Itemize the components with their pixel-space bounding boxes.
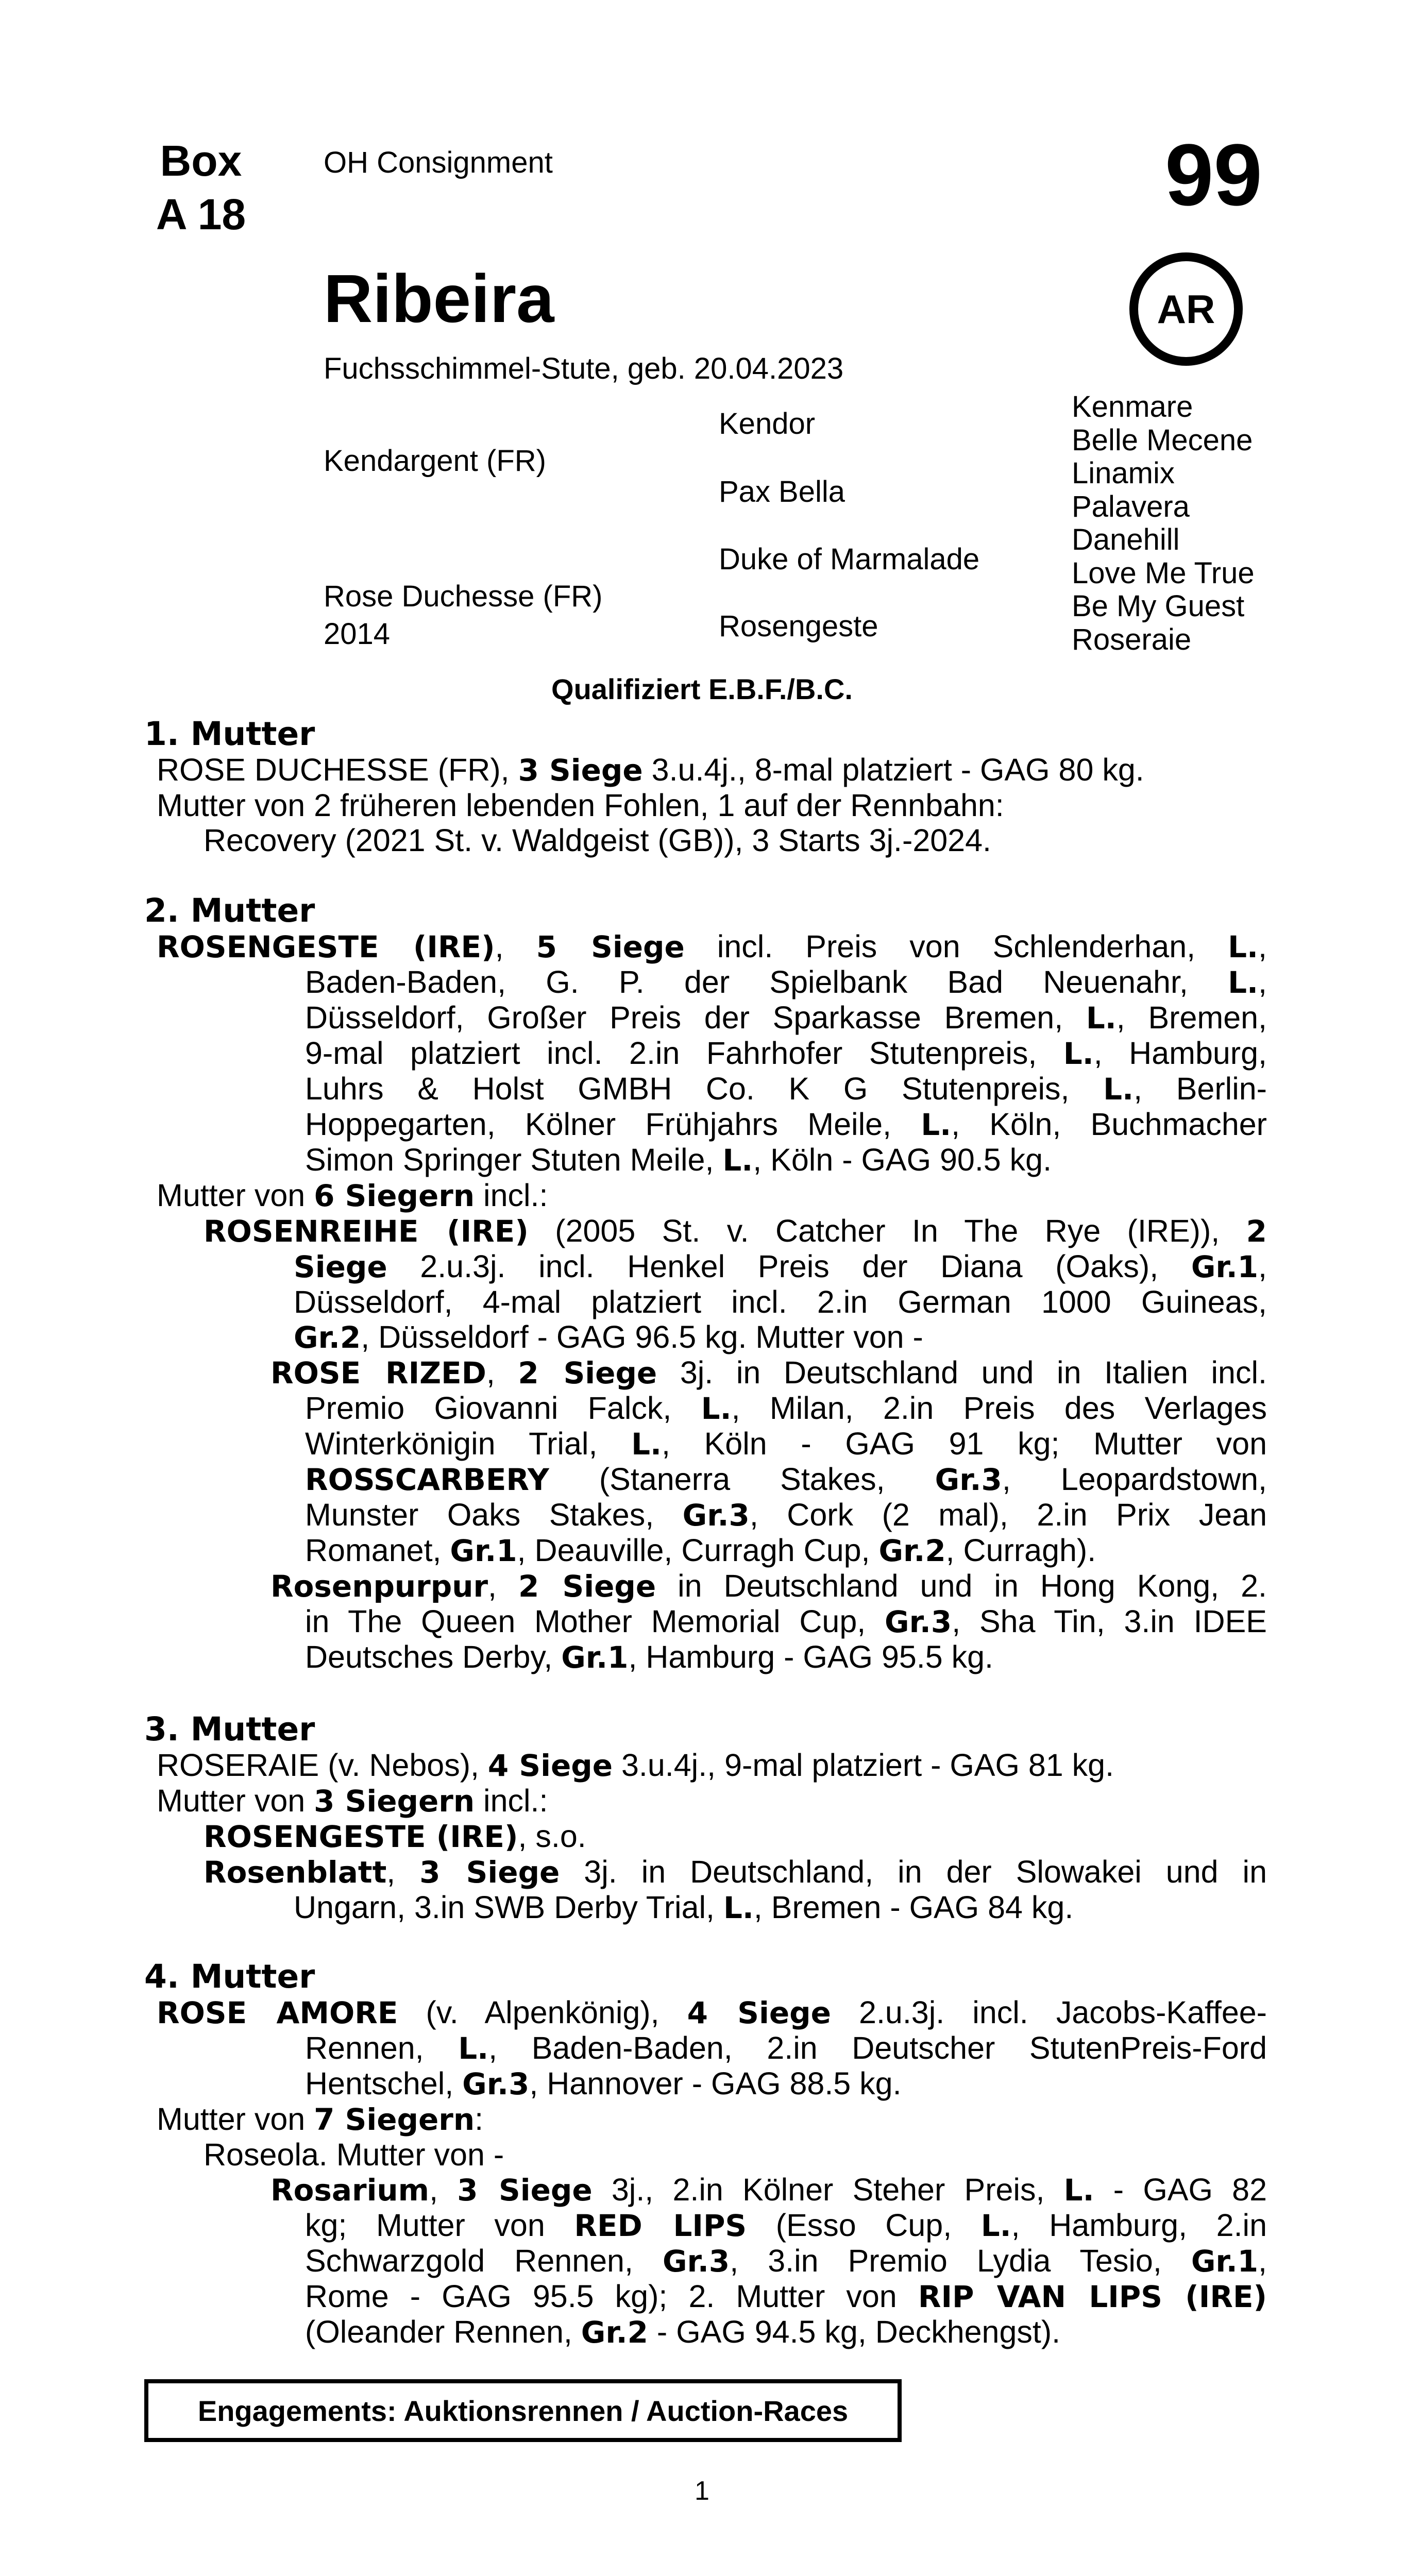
bold-text: Gr.3 xyxy=(885,1604,952,1639)
bold-text: 4 Siege xyxy=(487,1748,613,1783)
pedigree-great-grandparent: Linamix xyxy=(1072,456,1175,490)
horse-description: Fuchsschimmel-Stute, geb. 20.04.2023 xyxy=(324,352,844,385)
dam-section-2 xyxy=(144,893,1267,1675)
dam-line: Gr.2, Düsseldorf - GAG 96.5 kg. Mutter von - xyxy=(294,1319,923,1355)
dam-line: Mutter von 7 Siegern: xyxy=(157,2102,484,2137)
pedigree-dam: Rose Duchesse (FR) xyxy=(324,580,603,613)
dam-line: Mutter von 6 Siegern incl.: xyxy=(157,1178,548,1213)
horse-name: Ribeira xyxy=(324,261,554,336)
bold-text: L. xyxy=(1086,1001,1117,1036)
bold-text: 3 Siegern xyxy=(314,1784,475,1819)
pedigree-sire: Kendargent (FR) xyxy=(324,444,546,478)
dam-line: Roseola. Mutter von - xyxy=(204,2137,504,2172)
bold-text: Rosarium xyxy=(270,2173,430,2208)
bold-text: L. xyxy=(1103,1072,1134,1107)
dam-line: Winterkönigin Trial, L., Köln - GAG 91 kg; Mutter von xyxy=(305,1426,1267,1462)
pedigree-grandparent: Rosengeste xyxy=(719,609,878,643)
pedigree-great-grandparents xyxy=(1072,391,1255,656)
dam-line: Siege 2.u.3j. incl. Henkel Preis der Diana (Oaks), Gr.1, xyxy=(294,1249,1267,1284)
bold-text: Gr.1 xyxy=(1191,1249,1259,1284)
bold-text: 3 Siege xyxy=(457,2173,593,2208)
dam-line: Rosarium, 3 Siege 3j., 2.in Kölner Steher Preis, L. - GAG 82 xyxy=(270,2172,1267,2208)
dam-line: Hoppegarten, Kölner Frühjahrs Meile, L., Köln, Buchmacher xyxy=(305,1107,1267,1142)
bold-text: ROSENREIHE (IRE) xyxy=(204,1214,529,1249)
bold-text: 6 Siegern xyxy=(314,1178,475,1213)
bold-text: 2 xyxy=(1246,1214,1267,1249)
dam-section-4 xyxy=(144,1959,1267,2350)
dam-line: 9-mal platziert incl. 2.in Fahrhofer Stutenpreis, L., Hamburg, xyxy=(305,1036,1267,1071)
dam-line: ROSE DUCHESSE (FR), 3 Siege 3.u.4j., 8-mal platziert - GAG 80 kg. xyxy=(157,752,1144,788)
pedigree-great-grandparent: Kenmare xyxy=(1072,390,1193,423)
bold-text: L. xyxy=(701,1391,732,1426)
pedigree-great-grandparent: Palavera xyxy=(1072,489,1190,523)
bold-text: ROSE AMORE xyxy=(157,1995,398,2030)
bold-text: Gr.2 xyxy=(581,2315,648,2350)
bold-text: ROSE RIZED xyxy=(270,1355,486,1391)
dam-line: ROSE AMORE (v. Alpenkönig), 4 Siege 2.u.3j. incl. Jacobs-Kaffee- xyxy=(157,1995,1267,2030)
pedigree-great-grandparent: Love Me True xyxy=(1072,556,1255,590)
dam-line: Deutsches Derby, Gr.1, Hamburg - GAG 95.5 kg. xyxy=(305,1639,993,1675)
section-title: 3. Mutter xyxy=(144,1710,315,1748)
bold-text: L. xyxy=(1063,2173,1094,2208)
dam-line: Düsseldorf, 4-mal platziert incl. 2.in German 1000 Guineas, xyxy=(294,1284,1267,1319)
bold-text: Gr.1 xyxy=(450,1533,517,1568)
pedigree-great-grandparent: Be My Guest xyxy=(1072,589,1245,623)
bold-text: Rosenpurpur xyxy=(270,1569,488,1604)
bold-text: 2 Siege xyxy=(518,1569,656,1604)
bold-text: Gr.3 xyxy=(662,2244,730,2279)
dam-line: Simon Springer Stuten Meile, L., Köln - GAG 90.5 kg. xyxy=(305,1142,1052,1178)
pedigree-great-grandparent: Danehill xyxy=(1072,523,1180,556)
dam-line: Rosenpurpur, 2 Siege in Deutschland und in Hong Kong, 2. xyxy=(270,1568,1267,1604)
bold-text: RED LIPS xyxy=(574,2208,747,2243)
bold-text: Gr.3 xyxy=(935,1462,1002,1497)
bold-text: L. xyxy=(723,1890,754,1925)
bold-text: L. xyxy=(1228,929,1259,964)
dam-line: Rome - GAG 95.5 kg); 2. Mutter von RIP VAN LIPS (IRE) xyxy=(305,2279,1267,2314)
dam-line: Mutter von 2 früheren lebenden Fohlen, 1 auf der Rennbahn: xyxy=(157,788,1004,823)
box-label xyxy=(144,134,258,241)
bold-text: 4 Siege xyxy=(687,1995,831,2030)
section-title: 4. Mutter xyxy=(144,1958,315,1995)
dam-line: Mutter von 3 Siegern incl.: xyxy=(157,1783,548,1819)
pedigree-great-grandparent: Belle Mecene xyxy=(1072,423,1253,457)
bold-text: 5 Siege xyxy=(536,929,685,964)
bold-text: RIP VAN LIPS (IRE) xyxy=(918,2279,1267,2314)
bold-text: Gr.1 xyxy=(561,1640,629,1675)
lot-number: 99 xyxy=(1164,126,1262,224)
dam-line: Munster Oaks Stakes, Gr.3, Cork (2 mal), 2.in Prix Jean xyxy=(305,1497,1267,1533)
bold-text: Siege xyxy=(294,1249,387,1284)
bold-text: Gr.3 xyxy=(682,1498,750,1533)
engagements-text: Engagements: Auktionsrennen / Auction-Races xyxy=(197,2394,849,2427)
section-title: 2. Mutter xyxy=(144,892,315,929)
bold-text: 3 Siege xyxy=(518,753,643,788)
section-title: 1. Mutter xyxy=(144,715,315,753)
dam-line: ROSERAIE (v. Nebos), 4 Siege 3.u.4j., 9-mal platziert - GAG 81 kg. xyxy=(157,1748,1114,1783)
dam-section-1 xyxy=(144,716,1267,858)
box-label-line1: Box xyxy=(160,137,242,185)
pedigree-grandparent: Kendor xyxy=(719,407,816,440)
ar-badge xyxy=(1129,252,1243,366)
pedigree-dam-year: 2014 xyxy=(324,617,391,651)
bold-text: Rosenblatt xyxy=(204,1855,387,1890)
dam-line: ROSE RIZED, 2 Siege 3j. in Deutschland und in Italien incl. xyxy=(270,1355,1267,1391)
dam-line: Ungarn, 3.in SWB Derby Trial, L., Bremen - GAG 84 kg. xyxy=(294,1890,1074,1925)
dam-line: (Oleander Rennen, Gr.2 - GAG 94.5 kg, Deckhengst). xyxy=(305,2314,1061,2350)
bold-text: 7 Siegern xyxy=(314,2102,475,2137)
bold-text: L. xyxy=(1228,965,1259,1000)
ar-badge-text: AR xyxy=(1157,286,1215,332)
dam-line: Rosenblatt, 3 Siege 3j. in Deutschland, in der Slowakei und in xyxy=(204,1854,1267,1890)
qualification: Qualifiziert E.B.F./B.C. xyxy=(551,673,853,705)
bold-text: Gr.3 xyxy=(462,2066,530,2102)
bold-text: 3 Siege xyxy=(419,1855,560,1890)
bold-text: L. xyxy=(722,1143,753,1178)
bold-text: ROSSCARBERY xyxy=(305,1462,549,1497)
bold-text: L. xyxy=(1063,1036,1094,1071)
pedigree-great-grandparent: Roseraie xyxy=(1072,622,1192,656)
dam-line: ROSENREIHE (IRE) (2005 St. v. Catcher In The Rye (IRE)), 2 xyxy=(204,1213,1267,1249)
bold-text: ROSENGESTE (IRE) xyxy=(157,929,495,964)
bold-text: 2 Siege xyxy=(518,1355,657,1391)
box-label-line2: A 18 xyxy=(156,190,246,239)
bold-text: ROSENGESTE (IRE) xyxy=(204,1819,518,1854)
bold-text: Gr.1 xyxy=(1191,2244,1259,2279)
pedigree-grandparent: Duke of Marmalade xyxy=(719,543,980,576)
bold-text: L. xyxy=(980,2208,1011,2243)
bold-text: L. xyxy=(458,2031,489,2066)
dam-line: Romanet, Gr.1, Deauville, Curragh Cup, Gr.2, Curragh). xyxy=(305,1533,1096,1568)
dam-line: Luhrs & Holst GMBH Co. K G Stutenpreis, L., Berlin- xyxy=(305,1071,1267,1107)
bold-text: Gr.2 xyxy=(878,1533,946,1568)
dam-line: Recovery (2021 St. v. Waldgeist (GB)), 3 Starts 3j.-2024. xyxy=(204,823,991,858)
dam-line: Hentschel, Gr.3, Hannover - GAG 88.5 kg. xyxy=(305,2066,902,2102)
dam-line: ROSENGESTE (IRE), 5 Siege incl. Preis von Schlenderhan, L., xyxy=(157,929,1267,964)
page-number: 1 xyxy=(695,2476,709,2506)
dam-line: in The Queen Mother Memorial Cup, Gr.3, Sha Tin, 3.in IDEE xyxy=(305,1604,1267,1639)
dam-line: ROSSCARBERY (Stanerra Stakes, Gr.3, Leopardstown, xyxy=(305,1462,1267,1497)
dam-line: Premio Giovanni Falck, L., Milan, 2.in Preis des Verlages xyxy=(305,1391,1267,1426)
dam-line: Baden-Baden, G. P. der Spielbank Bad Neuenahr, L., xyxy=(305,964,1267,1000)
dam-line: ROSENGESTE (IRE), s.o. xyxy=(204,1819,586,1854)
bold-text: L. xyxy=(631,1427,662,1462)
dam-line: Schwarzgold Rennen, Gr.3, 3.in Premio Lydia Tesio, Gr.1, xyxy=(305,2243,1267,2279)
pedigree-grandparent: Pax Bella xyxy=(719,475,845,509)
bold-text: L. xyxy=(921,1107,952,1142)
dam-line: Düsseldorf, Großer Preis der Sparkasse Bremen, L., Bremen, xyxy=(305,1000,1267,1036)
consignment-label: OH Consignment xyxy=(324,146,553,179)
dam-line: kg; Mutter von RED LIPS (Esso Cup, L., Hamburg, 2.in xyxy=(305,2208,1267,2243)
dam-line: Rennen, L., Baden-Baden, 2.in Deutscher StutenPreis-Ford xyxy=(305,2030,1267,2066)
dam-section-3 xyxy=(144,1711,1267,1925)
bold-text: Gr.2 xyxy=(294,1320,361,1355)
engagements-box xyxy=(144,2379,902,2442)
